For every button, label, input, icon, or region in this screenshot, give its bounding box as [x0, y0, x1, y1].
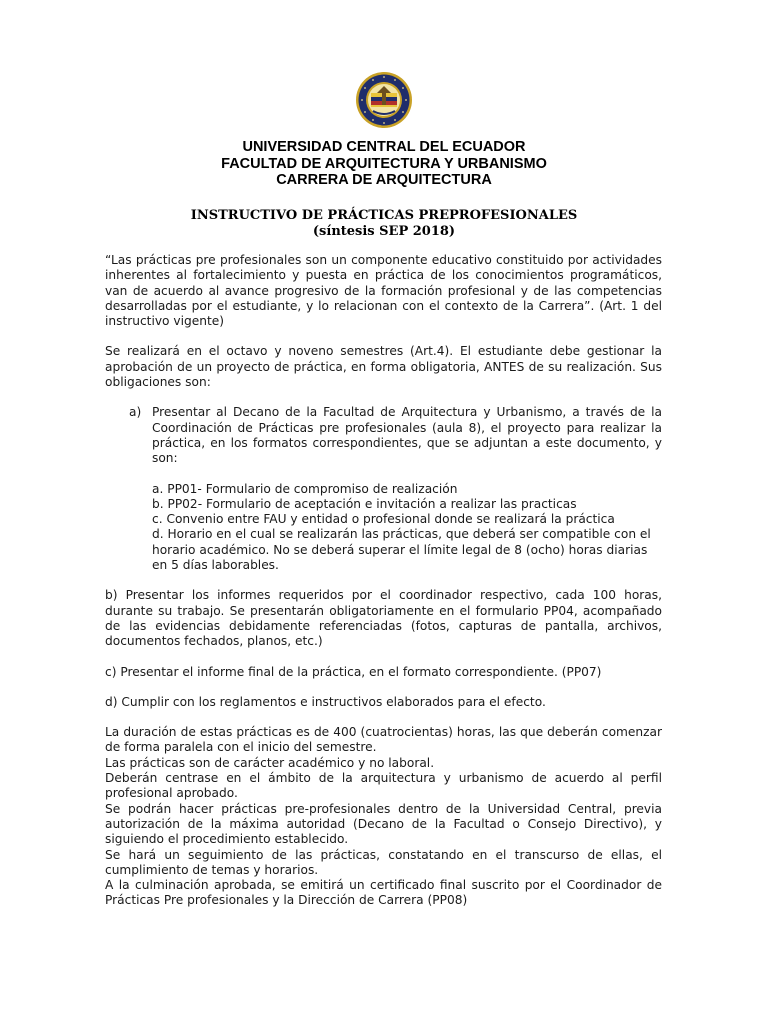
obligation-item-b: b) Presentar los informes requeridos por el coordinador respectivo, cada 100 horas, durante su trabajo. Se presentarán obligatoriamente en el formulario PP04, acompañado de las evidencias debidamente referenciadas (fotos, capturas de pantalla, archivos, documentos fechados, planos, etc.)	[105, 588, 662, 649]
list-item: c. Convenio entre FAU y entidad o profesional donde se realizará la práctica	[152, 512, 615, 527]
list-item: a. PP01- Formulario de compromiso de realización	[152, 481, 458, 496]
list-item: d. Horario en el cual se realizarán las prácticas, que deberá ser compatible con el horario académico. No se deberá superar el límite legal de 8 (ocho) horas diarias en 5 días laborables.	[152, 527, 651, 573]
obligation-item-a	[105, 405, 662, 466]
heading-career: CARRERA DE ARQUITECTURA	[276, 172, 492, 188]
character-paragraph: Las prácticas son de carácter académico y no laboral.	[105, 755, 435, 770]
list-item: b. PP02- Formulario de aceptación e invitación a realizar las practicas	[152, 496, 577, 511]
scope-paragraph: Deberán centrase en el ámbito de la arquitectura y urbanismo de acuerdo al perfil profesional aprobado.	[105, 771, 662, 801]
obligation-item-d: d) Cumplir con los reglamentos e instructivos elaborados para el efecto.	[105, 694, 546, 709]
forms-list	[105, 482, 662, 574]
intro-paragraph: Se realizará en el octavo y noveno semestres (Art.4). El estudiante debe gestionar la aprobación de un proyecto de práctica, en forma obligatoria, ANTES de su realización. Sus obligaciones son:	[105, 344, 662, 390]
monitoring-paragraph: Se hará un seguimiento de las prácticas, constatando en el transcurso de ellas, el cumplimiento de temas y horarios.	[105, 847, 662, 877]
document-body	[105, 253, 662, 909]
heading-university: UNIVERSIDAD CENTRAL DEL ECUADOR	[242, 139, 526, 155]
quote-paragraph: “Las prácticas pre profesionales son un componente educativo constituido por actividades inherentes al fortalecimiento y puesta en práctica de los conocimientos programáticos, van de acuerdo al avance progresivo de la formación profesional y de las competencias desarrolladas por el estudiante, y lo relacionan con el contexto de la Carrera”. (Art. 1 del instructivo vigente)	[105, 253, 662, 329]
item-a-text: Presentar al Decano de la Facultad de Arquitectura y Urbanismo, a través de la Coordinación de Prácticas pre profesionales (aula 8), el proyecto para realizar la práctica, en los formatos correspondientes, que se adjuntan a este documento, y son:	[152, 405, 662, 466]
certificate-paragraph: A la culminación aprobada, se emitirá un certificado final suscrito por el Coordinador de Prácticas Pre profesionales y la Dirección de Carrera (PP08)	[105, 878, 662, 908]
closing-paragraphs	[105, 725, 662, 909]
document-subheading	[0, 208, 768, 240]
university-seal-icon	[355, 71, 413, 129]
item-a-marker: a)	[129, 405, 142, 420]
duration-paragraph: La duración de estas prácticas es de 400 (cuatrocientas) horas, las que deberán comenzar de forma paralela con el inicio del semestre.	[105, 725, 662, 755]
subheading-date: (síntesis SEP 2018)	[312, 224, 456, 239]
internal-practice-paragraph: Se podrán hacer prácticas pre-profesionales dentro de la Universidad Central, previa autorización de la máxima autoridad (Decano de la Facultad o Consejo Directivo), y siguiendo el procedimiento establecido.	[105, 801, 662, 847]
heading-faculty: FACULTAD DE ARQUITECTURA Y URBANISMO	[221, 155, 547, 172]
obligation-item-c: c) Presentar el informe final de la práctica, en el formato correspondiente. (PP07)	[105, 664, 602, 679]
document-heading	[0, 139, 768, 189]
subheading-title: INSTRUCTIVO DE PRÁCTICAS PREPROFESIONALES	[190, 208, 578, 223]
